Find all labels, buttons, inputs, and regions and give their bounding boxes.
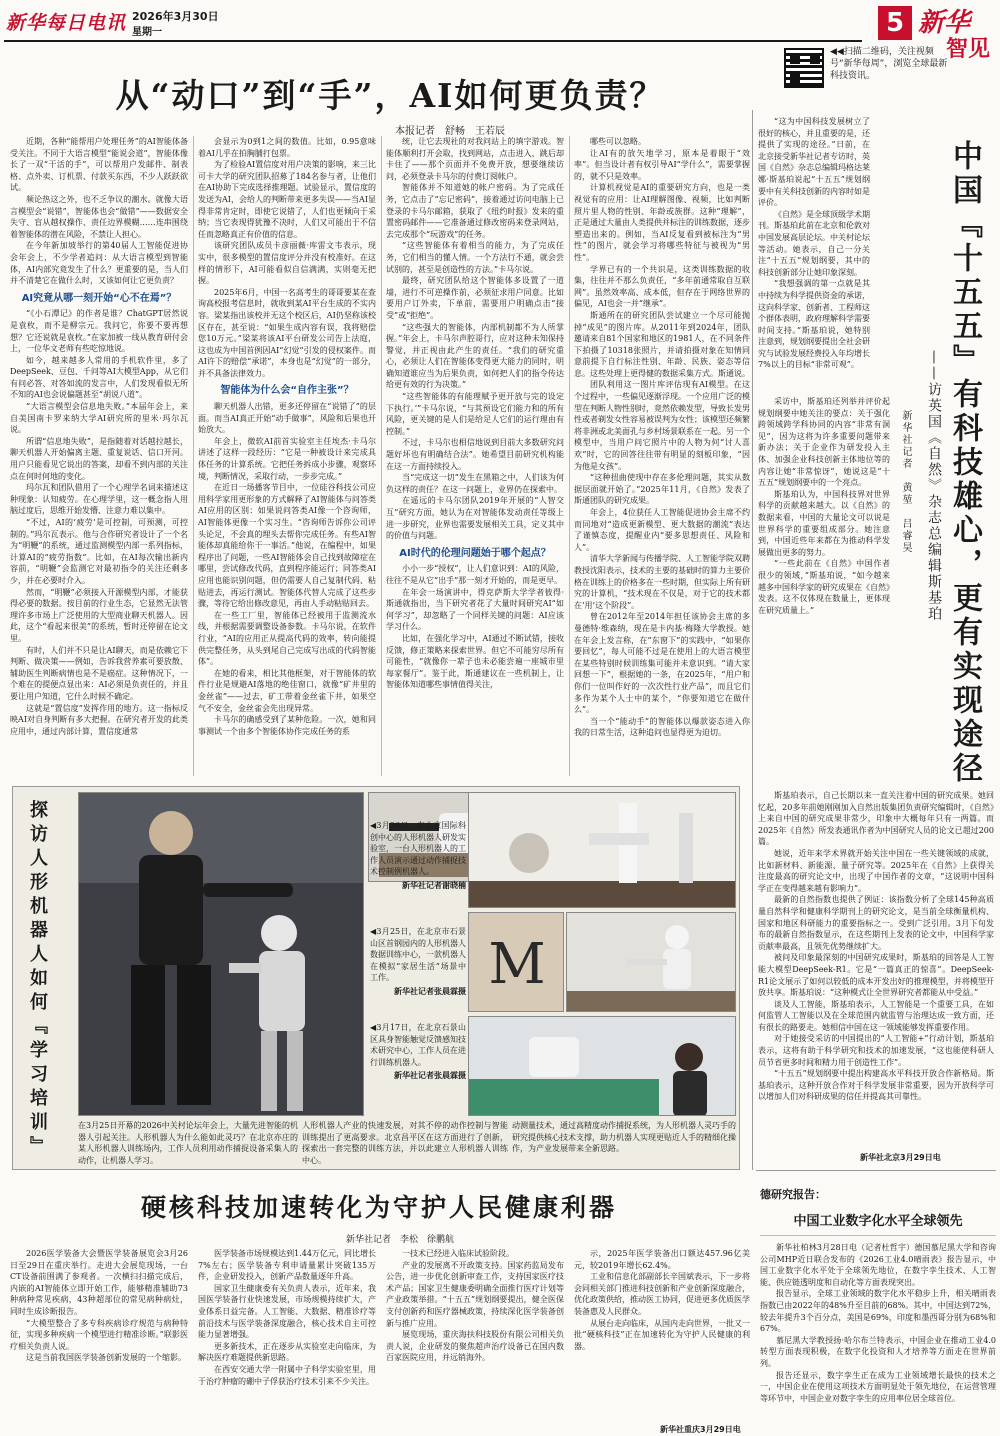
paragraph: 更多新技术，正在逐步从实验室走向临床，为解决医疗难题提供新思路。 — [198, 1341, 376, 1363]
paragraph: 当“完成这一切”发生在黑箱之中，人们该为何负这样的责任？在这一问题上，业界仍在探索中。 — [386, 473, 564, 494]
article1-headline: 从“动口”到“手”，AI如何更负责？ — [115, 76, 665, 115]
newspaper-logo: 新华每日电讯 — [6, 12, 127, 34]
photo-household-robot — [566, 912, 736, 1012]
paragraph: 工业和信息化部副部长辛国斌表示，下一步将会同相关部门推进科技创新和产业创新深度融合，优化政策供给，推动医工协同，促进更多优质医学装备惠及人民群众。 — [574, 1272, 750, 1316]
report-kicker: 德研究报告： — [760, 1188, 826, 1201]
paragraph: 计算机视觉是AI的重要研究方向，也是一类视觉有的应用：让AI理解图像、视频，比如判断照片里人物的性别、年龄或族群。这种“理解”，正是通过大量由人类提供并标注的训练数据，逐步塑造出来的。例如，当AI反复看到被标注为“男性”的图片，就会学习将哪些特征与被视为“男性”。 — [574, 183, 750, 262]
paragraph: 她说，近年来学术界就开始关注中国在一些关键领域的成就，比如新材料、新能源、量子研究等。2025年在《自然》上获得关注度最高的研究论文中，出现了中国作者的文章，“这说明中国科学正在变得越来越有影响力”。 — [758, 848, 994, 893]
paragraph: 频论热这之外，也不乏争议的潮水。就像大语言模型会“说错”，智能体也会“做错”——数据安全失守、盲从越权操作、责任边界模糊……连串围绕着智能体的潜在风险，不禁让人担心。 — [10, 194, 188, 239]
paragraph: 聊天机器人出错，更多还停留在“说错了”的层面。而当AI真正开始“动手做事”，风险和后果也开始放大。 — [198, 402, 376, 435]
article1-column-1 — [10, 136, 188, 776]
paragraph: 清华大学新闻与传播学院、人工智能学院双聘教授沈阳表示，技术的主要的基础时的算力主要价格在训练上的价格多在一些时期，但实际上所有研究的计算机，“技术现在不仅是，对于它的技术都在‘用’这个阶段”。 — [574, 554, 750, 610]
paragraph: 统，让它去现社的对我问站上的填字游戏。智能体顺利打开会取，找到网站，点击进入，跳后却卡住了——那个页面并不免费开放，想要继续访问，必须登录卡马尔的付费订阅帐户。 — [386, 137, 564, 181]
paragraph: 最新的自然指数也提供了例证：该指数分析了全球145种高质量自然科学和健康科学期刊上的研究论文，是当前全球衡量机构、国家和地区科研能力的重要指标之一。受到广泛引用。3月下旬发布的最新自然指数显示，在这些期刊上发表的论文中，中国科学家贡献率最高，且领先优势继续扩大。 — [758, 895, 994, 951]
paragraph: 示，2025年医学装备出口额达457.96亿美元，较2019年增长62.4%。 — [574, 1249, 750, 1270]
photo1-caption: 在3月25日开幕的2026中关村论坛年会上，大量先进智能的机器人引起关注。人形机器人为什么能如此灵巧？在北京亦庄的某人形机器人训练场内，工作人员利用动作捕捉设备采集人的动作，让机器人学习。 — [78, 1121, 298, 1165]
paragraph: 近期，各种“能帮用户处理任务”的AI智能体备受关注。不同于大语言模型“能说会道”，智能体像长了一双“干活的手”，可以帮用户发邮件、制表格、点外卖、订机票、付款买东西，不少人跃跃欲试。 — [10, 137, 188, 193]
sidebar-subtitle: ——访英国《自然》杂志总编辑斯基珀 — [926, 350, 942, 622]
paragraph: 一技术已经进入临床试验阶段。 — [402, 1249, 514, 1258]
paragraph: 不过，卡马尔也相信地说到目前大多数研究问题好坏也有明确结合法”。她希望目前研究机构能在这一方面持续投入。 — [386, 438, 564, 471]
column-divider — [569, 136, 570, 776]
section-heading: 智能体为什么会“自作主张”？ — [220, 385, 354, 397]
paragraph: 报告还显示，数字孪生正在成为工业领域增长最快的技术之一，中国企业在使用这项技术方面明显处于领先地位，在运营管理等环节中，中国企业对数字孪生的应用率位居全球首位。 — [760, 1370, 996, 1403]
report-box — [760, 1180, 996, 1436]
article2-byline: 新华社记者 李松 徐鹏航 — [345, 1235, 454, 1245]
paragraph: 斯基珀表示，自己长期以来一直关注着中国的研究成果。她回忆起，20多年前她刚刚加入自然出版集团负责研究编辑时，《自然》上来自中国的研究成果非常少，印象中大概每年只有一两篇。而2025年《自然》所发表通讯作者为中国研究人员的论文已超过200篇。 — [758, 791, 994, 847]
paragraph: 所谓“信息地失败”，是指随着对话越拉越长，聊天机器人开始偏离主题、重复说话、信口开河。用户只能看见它说出的答案，却看不到内部的关注点在何时何地的变化。 — [10, 436, 188, 481]
paragraph: 在年会一场演讲中，得克萨斯大学学者彼得·斯通就指出，当下研究者花了大量时间研究AI“如何学习”，却忽略了一个同样关键的问题：AI应该学习什么。 — [386, 587, 564, 632]
photo2-caption — [370, 820, 466, 891]
paragraph: 新华社柏林3月28日电（记者杜哲宇）德国慕尼黑大学和咨询公司MHP近日联合发布的《2026工业4.0晴雨表》报告显示，中国工业数字化水平处于全球领先地位，在数字孪生技术、人工智能、供应链透明度和自动化等方面表现突出。 — [760, 1243, 996, 1287]
masthead-rule — [4, 40, 862, 42]
paragraph: “大模型整合了多专科疾病诊疗规范与病种特征，实现多种疾病一个模型进行精准诊断。”联影医疗相关负责人说。 — [10, 1318, 188, 1351]
paragraph: 从展台走向临床，从国内走向世界，一批又一批“硬核科技”正在加速转化为守护人民健康的利器。 — [574, 1318, 750, 1351]
paragraph: 医学装备市场规模达到1.44万亿元，同比增长7%左右；医学装备专利申请量累计突破135万件，企业研发投入，创新产品数量逐年升高。 — [198, 1249, 376, 1282]
section-brand-top: 新华 — [918, 8, 971, 38]
paragraph: 智能体并不知道她的帐户密码。为了完成任务，它点击了“忘记密码”，接着通过访问电脑上已登录的卡马尔邮箱，获取了《纽约时报》发来的重置密码邮件——它准备通过修改密码来登录网站，去完成那个“玩游戏”的任务。 — [386, 183, 564, 239]
caption-text: ◀3月26日，在北京国际科创中心的人形机器人研发实验室，一台人形机器人的工作人员演示通过动作捕捉技术控制例机器人。 — [370, 821, 466, 876]
paragraph: 年会上，4位获任人工智能促进协会主席不约而同地对“造成更新模型、更大数据的潮流”表达了谨慎态度，提醒业内“要多思想责任、风险和人”。 — [574, 508, 750, 552]
paragraph: 小小一步“授权”，让人们意识到：AI的风险，往往不是从它“出手”那一刻才开始的，而是更早。 — [386, 564, 564, 585]
article1-column-2 — [198, 136, 376, 776]
paragraph: “我想强调的第一点就是其中持续为科学提供资金的承诺，这向科学家、创新者、工程师这个群体表明，政府理解科学需要时间支持。”斯基珀说，她特别注意到，规划纲要提出全社会研究与试验发展经费投入年均增长7%以上的目标“非常可观”。 — [758, 279, 870, 370]
paragraph: 曾在2012年至2014年担任该协会主席的多曼德特·维森纳，现在是卡内基·梅隆大学教授。她在年会上发言称，在“东窗下”的实践中，“如果你要回忆”，每人可能不过是在使用上的大语言模型在某些特别时候训练集可能并未意识到。“请大家回想一下”，根据她的一条，在2025年，“用户和你们一位叫作好的一次次性行业产品”，而且它们多作为某个人士中的某个，“你要知道它在做什么”。 — [574, 612, 750, 715]
paragraph: 这是当前我国医学装备创新发展的一个缩影。 — [26, 1353, 186, 1363]
paragraph: 在她的看来，相比其他框架，对于智能体的软件行业是规避AI落地的绝佳窗口，就像“矿井里的金丝雀”——过去，矿工带着金丝雀下井，如果空气不安全，金丝雀会先出现异常。 — [198, 668, 376, 713]
report-body — [760, 1242, 996, 1432]
article1-column-4 — [574, 136, 750, 776]
paragraph: “这些智能体有着相当的能力，为了完成任务，它们相当的懂人情。一个方法行不通，就会尝试别的，甚至是创造性的方法。”卡马尔说。 — [386, 241, 564, 274]
paragraph: 最终，研究团队给这个智能体多设置了一道墙，进行不可逆操作前，必须征求用户同意。比如要用户订外卖，下单前，需要用户明确点击“接受”或“拒绝”。 — [386, 276, 564, 320]
article1-column-3 — [386, 136, 564, 776]
paragraph: “十五五”规划纲要中提出构建高水平科技开放合作新格局。斯基珀表示，这种开放合作对于科学发展非常重要，因为开放科学可以增加人们对科研成果的信任并提高其可靠性。 — [758, 1069, 994, 1102]
caption-credit: 新华社记者张晨霖摄 — [394, 986, 466, 996]
paragraph: 年会上，微软AI前首实验室主任埃杰·卡马尔讲述了这样一段经历：“它是一种被设计来完成具体任务的计算系统。它把任务拆成小步骤，观察环境，判断情况，采取行动，一步步完成。” — [198, 436, 376, 481]
photo-letter-m-display — [468, 912, 564, 1012]
paragraph: 在遥远的卡马尔团队2019年开展的“人智交互”研究方面，她认为在对智能体发动责任等级上进一步研究，业界也需要发展相关工具，定义其中的价值与问题。 — [386, 496, 564, 541]
photo-section-title: 探访人形机器人如何『学习培训』 — [27, 800, 48, 1160]
paragraph: 被问及印象最深刻的中国研究成果时，斯基珀的回答是人工智能大模型DeepSeek-R1。它是“一篇真正的惊喜”。DeepSeek-R1论文展示了如何以较低的成本开发出好的推理模型，并将模型开放共享。斯基珀说：“这种模式让全世界研究者都能从中受益。” — [758, 953, 994, 998]
paragraph: 在近日一场播客节目中，一位硅谷科技公司应用科学家用更形象的方式解释了AI智能体与问答类AI应用的区别：如果说问答类AI像一个咨询师，AI智能体更像一个实习生。“咨询师告诉你公司评头论足，不会真的埋头去帮你完成任务。有些AI智能体却真能给你干一事活。”他说，在编程中，如果程序出了问题，一些AI智能体会自己找到故障症在哪里，尝试修改代码，直到程序能运行；同答类AI应用也能识别问题，但仍需要人自己复制代码、粘贴进去，再运行测试。智能体代替人完成了这些步骤，等待它给出修改意见，再由人手动粘贴回去。 — [198, 483, 376, 609]
paragraph: 报告显示，全球工业领域的数字化水平稳步上升，相关晴雨表指数已由2022年的48%升至目前的68%。其中，中国达到72%，较去年提升3个百分点，美国是69%，印度和墨西哥分别为68%和67%。 — [760, 1289, 996, 1334]
letter-m-glyph: M — [488, 932, 546, 997]
paragraph: 2025年6月，中国一名高考生的哥哥要某在查询高校报考信息时，就收到某AI平台生成的不实内容。梁某指出该校并无这个校区后，AI仍坚称该校区存在，甚至说：“如果生成内容有误，我将赔偿您10万元。”梁某将该AI平台研发公司告上法庭，这也成为中国首例因AI“幻觉”引发的侵权案件。而AI许下的赔偿“承诺”，本身也是“幻觉”的一部分，并不具备法律效力。 — [198, 287, 376, 378]
article2-dateline: 新华社重庆3月29日电 — [660, 1425, 741, 1434]
paragraph: 会显示为0到1之间的数值。比如，0.95意味着AI几乎在拍胸脯打包票。 — [198, 137, 376, 158]
paragraph: “不过，AI的‘疲劳’是可控制，可预测，可控制的。”玛尔瓦表示。他与合作研究者设计了一个名为“明鞭”的系统，通过监测模型内部一系列指标，计算AI的“疲劳指数”。比如，在AI每次输出新内容前，“明鞭”会监测它对最初指令的关注还剩多少，并在必要时介入。 — [10, 518, 188, 585]
issue-weekday: 星期一 — [132, 27, 162, 38]
caption-text: ◀3月17日，在北京石景山区具身智能触觉反馈感知技术研究中心，工作人员在进行训练机器人。 — [370, 1023, 466, 1067]
photo-robot-arms-workbench — [468, 792, 736, 908]
caption-credit: 新华社记者谢晓楠 — [402, 880, 466, 890]
paragraph: 展览现场，重庆海扶科技股份有限公司相关负责人说，企业研发的聚焦超声治疗设备已在国内数百家医院应用，并远销海外。 — [386, 1330, 564, 1363]
paragraph: 为了检验AI置信度对用户决策的影响，来三比可卡大学的研究团队招募了184名参与者，让他们在AI协助下完成选择推理题。试验显示，置信度的发送为AI，会给人的判断带来更多失误——当AI显得非常肯定时，即使它说错了，人们也更倾向于采纳；当它表现得犹豫不决时，人们又可能出于不信任而忽略真正有价值的信息。 — [198, 160, 376, 239]
section-brand-bottom: 智见 — [945, 36, 990, 62]
sidebar-column-1b — [758, 396, 890, 784]
paragraph: 有时，人们并不只是让AI聊天，而是依赖它下判断、做决策——例如，告诉我营养素可要放散、辅助医生判断病情也是不是癌症。这种情况下，一个难在的提便点显出来：AI必须是负责任的，并且要让用户知道，它什么时候不确定。 — [10, 645, 188, 701]
paragraph: 学界已有的一个共识是，这类训练数据的收集，往往并不那么负责任，“多年前通常取自互联网”。虽然效率高、成本低，但存在于网络世界的偏见，AI也会一并“继承”。 — [574, 264, 750, 309]
paragraph: 在一些工厂里，智能体已经被用于监测流水线，并根据需要调整设备参数。卡马尔说，在软件行业，“AI的应用正从提高代码的效率，转向能提供完整任务，从头到尾自己完成写出成的代码智能体”。 — [198, 610, 376, 667]
paragraph: 卡马尔的确感受到了某种危险。一次，她和同事测试一个由多个智能体协作完成任务的系 — [198, 715, 376, 736]
paragraph: 《自然》是全球顶级学术期刊。斯基珀此前在北京和伦敦对中国发展高层论坛。中关村论坛等活动。她表示，自己一分关注“十五五”规划纲要，其中的科技创新部分让她印象深刻。 — [758, 209, 870, 277]
paragraph: 哪些可以忽略。 — [590, 137, 646, 146]
paragraph: 2026医学装备大会暨医学装备展览会3月26日至29日在重庆举行。走进大会展览现场，一台CT设备前围满了参观者。一次横扫扫描完成后，内嵌的AI智能体立即开始工作，能够精准辅助73种病种常见疾病，43种超部位的常见病种病灶，同时生成诊断报告。 — [10, 1249, 188, 1316]
sidebar-divider — [752, 110, 753, 1170]
photo-caption-3: 动测量技术，通过高精度动作捕捉系统，为人形机器人灵巧手的研究提供核心技术支撑，助力机器人实现更贴近人手的精细化操作，为产业发展带来全新思路。 — [512, 1121, 736, 1153]
section-heading: AI究竟从哪一刻开始“心不在焉”？ — [21, 292, 177, 304]
paragraph: 斯通所在的研究团队尝试建立一个尽可能抛掉“成见”的图片库。从2011年到2024年，团队邀请来自81个国家和地区的1981人，在不同条件下拍摄了10318张照片，并请拍摄对象在知情同意前提下自行标注性别、年龄、民族、姿态等信息。这些处理上更得健的数据采集方式。斯通说。 — [574, 310, 750, 378]
paragraph: “这些强大的智能体，内部机制都不为人所掌握。”年会上，卡马尔声腔哥行，应对这种未知保持警觉，并正视由此产生的责任。“我们的研究重心，必须让人们在智能体变得更大能力的同时，明确知道谁应当为后果负责，如何把人们的指令传达给更有效的行为决策。” — [386, 322, 564, 390]
paragraph: 如今，越来越多人常用的手机软件里，多了DeepSeek、豆包、千问等AI大模型App，从它们有问必答、对答如流的发言中，人们发现看似无所不知的AI也会说偏题甚至“胡说八道”。 — [10, 355, 188, 400]
sidebar-author: 新华社记者 黄堃 吕睿昊 — [900, 410, 911, 554]
article2-column-1 — [10, 1248, 188, 1434]
paragraph: 采访中，斯基珀还列举并评价起规划纲要中她关注的要点：关于强化跨领域跨学科协同的内容“非常有洞见”，因为这将为许多重要问题带来新办法；关于企业作为研发投入主体、加强企业科技创新主体地位等的内容让她“非常惊讶”，她说这是“十五五”规划纲要中的一个亮点。 — [758, 397, 890, 488]
article1-byline: 本报记者 舒畅 王若辰 — [395, 126, 505, 137]
article2-column-2 — [198, 1248, 376, 1434]
photo-caption-2: 人形机器人产业的快速发展，对其不停的动作控制与智能训练提出了更高要求。北京昌平区在这方面进行了创新，探索出一套完整的训练方法，并以此建立人形机器人训练中心。 — [302, 1121, 508, 1165]
paragraph: 产业的发展离不开政策支持。国家药监局发布公告，进一步优化创新审查工作，支持国家医疗技术产品；国家卫生健康委明确全面推行医疗计划等产业政策举措。“十五五”规划纲要提出，健全医保支付创新药和医疗器械政策，持续深化医学装备创新与推广应用。 — [386, 1260, 564, 1328]
sidebar-column-1a — [758, 116, 870, 392]
paragraph: “大语言模型会信息地失败。”本届年会上，来自美国南卡罗来纳大学AI研究所的里米·玛尔瓦说。 — [10, 402, 188, 435]
paragraph: 比如，在强化学习中，AI通过不断试错，接收反馈，修正策略来探索世界。但它不可能穷尽所有可能性，“就像你一辈子也未必能尝遍一座城市里每家餐厅”。鉴于此，斯通建议在一些机制上，让智能体知道哪些事情值得关注， — [386, 633, 564, 690]
paragraph: 在西安交通大学一附属中子科学实验室里，用于治疗肿瘤的硼中子俘获治疗技术引来不少关注。 — [198, 1364, 376, 1386]
paragraph: “这为中国科技发展树立了很好的核心，并且重要的是，还提供了实现的途径。”日前，在北京接受新华社记者专访时，英国《自然》杂志总编辑玛格达莱娜·斯基珀说起“十五五”规划纲要中有关科技创新的内容时如是评价。 — [758, 117, 870, 208]
paragraph: 该研究团队成员卡彦丽薇·库雷文韦表示，现实中，很多模型的置信度评分并没有校准好。在这样的情形下，AI可能看似自信满满，实则毫无把握。 — [198, 241, 376, 286]
article2-column-4 — [574, 1248, 750, 1422]
paragraph: 这就是“置信度”发挥作用的地方。这一指标反映AI对自身判断有多大把握。在研究者开发的此类应用中，通过内部计算，置信度通常 — [10, 703, 188, 736]
issue-date: 2026年3月30日 — [132, 10, 219, 23]
sidebar-column-2 — [758, 790, 994, 1150]
column-divider — [193, 136, 194, 776]
qr-caption: ◀◀扫描二维码，关注视频号“新华每周”，浏览全球最新科技资讯。 — [830, 47, 948, 81]
column-divider — [381, 136, 382, 776]
paragraph: 对于她接受采访的中国提出的“人工智能+”行动计划，斯基珀表示，这将有助于科学研究和技术的加速发展，“这也能使科研人员节省更多时间和精力用于创造性工作”。 — [758, 1034, 994, 1067]
paragraph: 当一个“能动手”的智能体以爆款姿态进入你我的日常生活，这种追问也显得更为迫切。 — [574, 716, 750, 738]
sidebar-headline: 中国『十五五』有科技雄心，更有实现途径 — [947, 140, 982, 786]
photo-humanoid-robot-training — [78, 792, 364, 1116]
caption-credit: 新华社记者张晨霖摄 — [394, 1071, 466, 1080]
caption-text: ◀3月25日，在北京市石景山区首钢园内的人形机器人数据训练中心，一款机器人在模拟“家居生活”场景中工作。 — [370, 927, 466, 982]
report-rule — [756, 1170, 996, 1171]
paragraph: 玛尔瓦和团队借用了一个心理学名词来描述这种现象：认知疲劳。在心理学里，这一概念指人用脑过度后，思维开始发懵、注意力难以集中。 — [10, 483, 188, 516]
paragraph: 谈及人工智能，斯基珀表示，人工智能是一个重要工具，在如何监管人工智能以及在全球范围内就监管与治理达成一致方面，还有很长的路要走。她相信中国在这一领域能够发挥重要作用。 — [758, 999, 994, 1032]
photo3-caption — [370, 926, 466, 997]
paragraph: 团队利用这一图片库评估现有AI模型。在这个过程中，一些偏见逐渐浮现。一个应用广泛的模型在判断人物性别时，竟然依赖发型，导致长发男性或者剃发女性容易被误判为女性；该模型还频繁将非洲或北美面孔与乡村场景联系在一起。另一个模型中，当用户问它照片中的人物为何“讨人喜欢”时，它的回答往往带有明显的刻板印象，“因为他是女孩”。 — [574, 380, 750, 471]
paragraph: 让AI有的放矢地学习，原本是着眼于“效率”。但当设计者有权引导AI“学什么”，需要掌握的，就不只是效率。 — [574, 148, 750, 181]
section-heading: AI时代的伦理问题始于哪个起点？ — [399, 547, 551, 559]
paragraph: 国家卫生健康委有关负责人表示，近年来，我国医学装备行业快速发展，市场规模持续扩大，产业体系日益完备。人工智能、大数据、精准诊疗等前沿技术与医学装备深度融合，核心技术自主可控能力显著增强。 — [198, 1283, 376, 1340]
paragraph: 慕尼黑大学教授扬·哈尔布兰特表示，中国企业在推动工业4.0转型方面表现积极，在数字化投资和人才培养等方面走在世界前列。 — [760, 1335, 996, 1368]
photo4-caption — [370, 1022, 466, 1082]
paragraph: “《小石潭记》的作者是谁？ChatGPT居然说是袁枚，而不是柳宗元。我问它，你要不要再想想？它还说就是袁枚。”在家加被一线从教育研付会上，一位华文老师有些吃惊地说。 — [10, 309, 188, 354]
masthead — [0, 0, 1000, 62]
page-number: 5 — [878, 6, 912, 40]
paragraph: “一些此前在《自然》中国作者很少的领域，”斯基珀说，“如今越来越多中国科学家的研究成果在《自然》发表。这不仅体现在数量上，更体现在研究质量上。” — [758, 559, 890, 615]
paragraph: “这种扭曲使现中存在多伦理问题，其实从数据层面就开始了。”2025年11月，《自然》发表了斯通团队的研究成果。 — [574, 473, 750, 506]
photo-robot-tactile-research — [468, 1016, 736, 1116]
article2-headline: 硬核科技加速转化为守护人民健康利器 — [140, 1193, 617, 1222]
article2-column-3 — [386, 1248, 564, 1434]
paragraph: 然而，“明鞭”必须接入开源模型内部，才能获得必要的数据。按目前的行业生态，它显然无法管理许多市场上广泛使用的大型商业聊天机器人。因此，这个“看起来很美”的系统，暂时还停留在论文里。 — [10, 587, 188, 643]
paragraph: 在今年新加坡举行的第40届人工智能促进协会年会上，不少学者追问：从大语言模型到智能体，AI内部究竟发生了什么？更重要的是，当人们并不清楚它在做什么时，又该如何让它更负责？ — [10, 241, 188, 286]
paragraph: 斯基珀认为，中国科技界对世界科学的贡献越来越大。以《自然》的数据来看，中国的大量论文可以说是世界科学的重要组成部分。她注意到，中国近些年来都在为推动科学发展做出更多的努力。 — [758, 489, 890, 557]
paragraph: “这些智能体的有能理赋予更开放与完的设定下执行。’”卡马尔说，“与其预设它们能力和的所有风险，更关键的是人们是给足人它们的运行理由有控制。” — [386, 392, 564, 436]
report-headline: 中国工业数字化水平全球领先 — [760, 1210, 996, 1236]
sidebar-dateline: 新华社北京3月29日电 — [860, 1153, 941, 1162]
qr-code-icon[interactable] — [784, 48, 824, 88]
